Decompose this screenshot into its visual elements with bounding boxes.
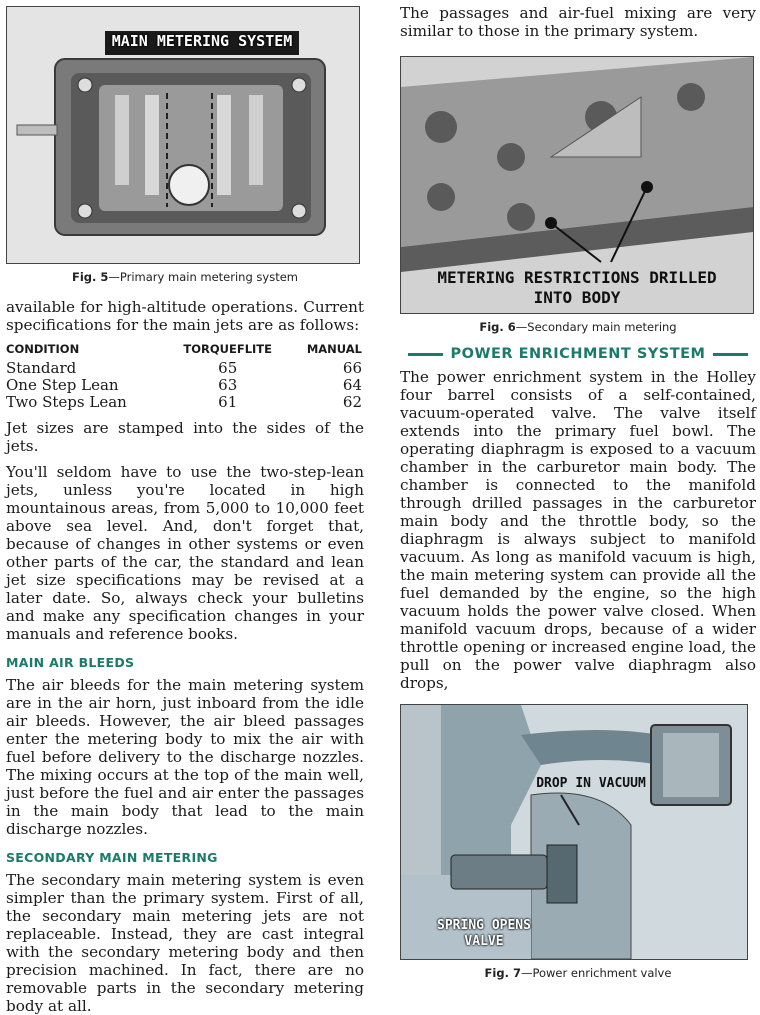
spec-table-header-row xyxy=(6,342,364,360)
fig6-photo-label-line2: INTO BODY xyxy=(533,288,621,307)
heading-main-air-bleeds: MAIN AIR BLEEDS xyxy=(6,655,135,670)
paragraph-jet-sizes: Jet sizes are stamped into the sides of the jets. xyxy=(6,419,364,455)
spec-cell-condition: Standard xyxy=(6,359,77,377)
spec-cell-torqueflite: 61 xyxy=(218,393,238,411)
fig6-caption-number: Fig. 6 xyxy=(479,320,516,334)
heading-power-enrichment-text: POWER ENRICHMENT SYSTEM xyxy=(450,346,706,362)
fig7-caption-text: —Power enrichment valve xyxy=(520,966,672,980)
fig7-diagram xyxy=(400,704,748,960)
table-row xyxy=(6,394,364,411)
table-row xyxy=(6,377,364,394)
fig5-photo xyxy=(6,6,360,264)
spec-header-torqueflite: TORQUEFLITE xyxy=(183,342,272,356)
spec-cell-manual: 66 xyxy=(342,359,362,377)
fig6-caption xyxy=(400,320,756,334)
spec-cell-torqueflite: 65 xyxy=(218,359,238,377)
heading-secondary-main-metering: SECONDARY MAIN METERING xyxy=(6,850,218,865)
paragraph-top-continued: The passages and air-fuel mixing are very similar to those in the primary system. xyxy=(400,4,756,40)
paragraph-seldom: You'll seldom have to use the two-step-lean jets, unless you're located in high mountainous areas, from 5,000 to 10,000 feet above sea level. And, don't forget that, because of changes in other systems or even other parts of the car, the standard and lean jet size specifications may be revised at a later date. So, always check your bulletins and make any specification changes in your manuals and reference books. xyxy=(6,463,364,643)
fig7-label-drop-in-vacuum: DROP IN VACUUM xyxy=(536,776,646,791)
main-jet-spec-table xyxy=(6,342,364,411)
paragraph-power-enrichment: The power enrichment system in the Holley four barrel consists of a self-contained, vacuum-operated valve. The valve itself extends into the primary fuel bowl. The operating diaphragm is exposed to a vacuum chamber in the carburetor main body. The chamber is connected to the manifold through drilled passages in the carburetor main body and the throttle body, so the diaphragm is always subject to manifold vacuum. As long as manifold vacuum is high, the main metering system can provide all the fuel demanded by the engine, so the high vacuum holds the power valve closed. When manifold vacuum drops, because of a wider throttle opening or increased engine load, the pull on the power valve diaphragm also drops, xyxy=(400,368,756,692)
spec-header-condition: CONDITION xyxy=(6,342,80,356)
table-row xyxy=(6,360,364,377)
spec-cell-condition: Two Steps Lean xyxy=(6,393,127,411)
fig7-caption-number: Fig. 7 xyxy=(484,966,521,980)
paragraph-secondary: The secondary main metering system is even simpler than the primary system. First of all, the secondary main metering jets are not replaceable. Instead, they are cast integral with the secondary metering body and then precision machined. In fact, there are no removable parts in the secondary metering body at all. xyxy=(6,871,364,1015)
fig7-label-spring-line2: VALVE xyxy=(464,934,504,949)
fig6-caption-text: —Secondary main metering xyxy=(515,320,677,334)
paragraph-air-bleeds: The air bleeds for the main metering system are in the air horn, just inboard from the idle air bleeds. However, the air bleed passages enter the metering body to mix the air with fuel before delivery to the discharge nozzles. The mixing occurs at the top of the main well, just before the fuel and air enter the passages in the main body that lead to the main discharge nozzles. xyxy=(6,676,364,838)
fig5-photo-label: MAIN METERING SYSTEM xyxy=(111,32,293,50)
spec-cell-torqueflite: 63 xyxy=(218,376,238,394)
paragraph-intro: available for high-altitude operations. Current specifications for the main jets are as follows: xyxy=(6,298,364,334)
heading-power-enrichment xyxy=(400,346,756,362)
left-column xyxy=(6,0,364,1015)
spec-cell-manual: 64 xyxy=(342,376,362,394)
fig5-caption-text: —Primary main metering system xyxy=(108,270,298,284)
heading-rule-right xyxy=(713,353,748,356)
heading-rule-left xyxy=(408,353,443,356)
fig6-photo xyxy=(400,56,754,314)
spec-cell-manual: 62 xyxy=(342,393,362,411)
fig7-caption xyxy=(400,966,756,980)
right-column xyxy=(400,0,756,980)
spec-header-manual: MANUAL xyxy=(306,342,362,356)
fig5-caption-number: Fig. 5 xyxy=(72,270,109,284)
spec-cell-condition: One Step Lean xyxy=(6,376,119,394)
fig6-photo-label-line1: METERING RESTRICTIONS DRILLED xyxy=(437,268,717,287)
fig7-label-spring-line1: SPRING OPENS xyxy=(437,918,531,933)
fig5-caption xyxy=(6,270,364,284)
